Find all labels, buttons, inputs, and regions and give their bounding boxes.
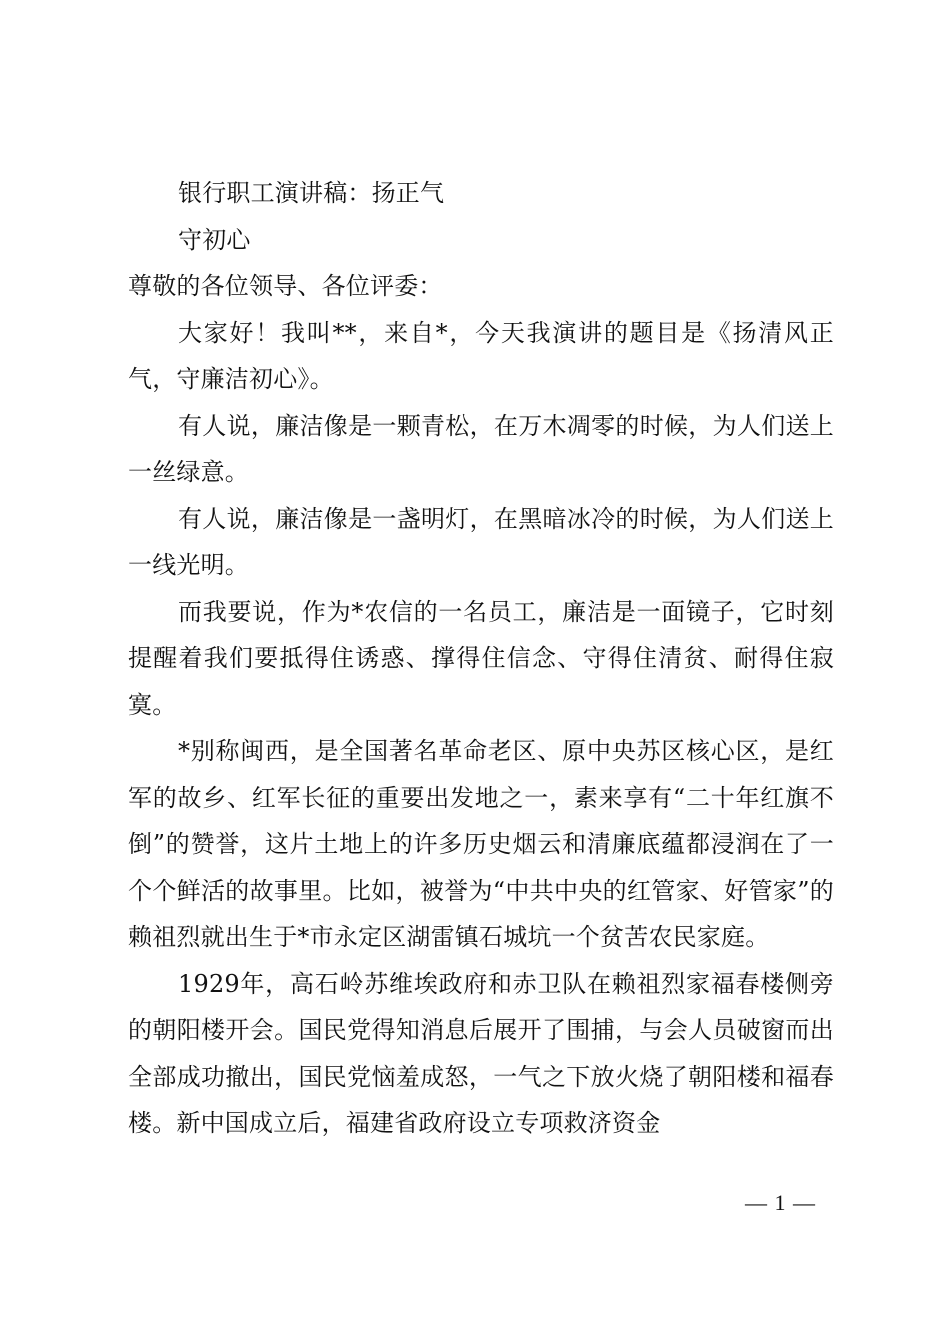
- document-title-line-2: 守初心: [178, 225, 251, 254]
- document-body: [128, 170, 834, 1147]
- document-title-line-1: 银行职工演讲稿：扬正气: [178, 179, 445, 207]
- paragraph-2: 有人说，廉洁像是一颗青松，在万木凋零的时候，为人们送上一丝绿意。: [128, 411, 834, 486]
- salutation: 尊敬的各位领导、各位评委：: [128, 272, 443, 300]
- paragraph-1: 大家好！我叫**，来自*，今天我演讲的题目是《扬清风正气，守廉洁初心》。: [128, 318, 834, 393]
- page-number: — 1 —: [745, 1190, 816, 1215]
- paragraph-5: *别称闽西，是全国著名革命老区、原中央苏区核心区，是红军的故乡、红军长征的重要出发地之一，素来享有“二十年红旗不倒”的赞誉，这片土地上的许多历史烟云和清廉底蕴都浸润在了一个个鲜活的故事里。比如，被誉为“中共中央的红管家、好管家”的赖祖烈就出生于*市永定区湖雷镇石城坑一个贫苦农民家庭。: [128, 737, 834, 951]
- paragraph-4: 而我要说，作为*农信的一名员工，廉洁是一面镜子，它时刻提醒着我们要抵得住诱惑、撑得住信念、守得住清贫、耐得住寂寞。: [128, 597, 834, 719]
- paragraph-3: 有人说，廉洁像是一盏明灯，在黑暗冰冷的时候，为人们送上一线光明。: [128, 504, 834, 579]
- paragraph-6: 1929年，高石岭苏维埃政府和赤卫队在赖祖烈家福春楼侧旁的朝阳楼开会。国民党得知消息后展开了围捕，与会人员破窗而出全部成功撤出，国民党恼羞成怒，一气之下放火烧了朝阳楼和福春楼。新中国成立后，福建省政府设立专项救济资金: [128, 969, 834, 1137]
